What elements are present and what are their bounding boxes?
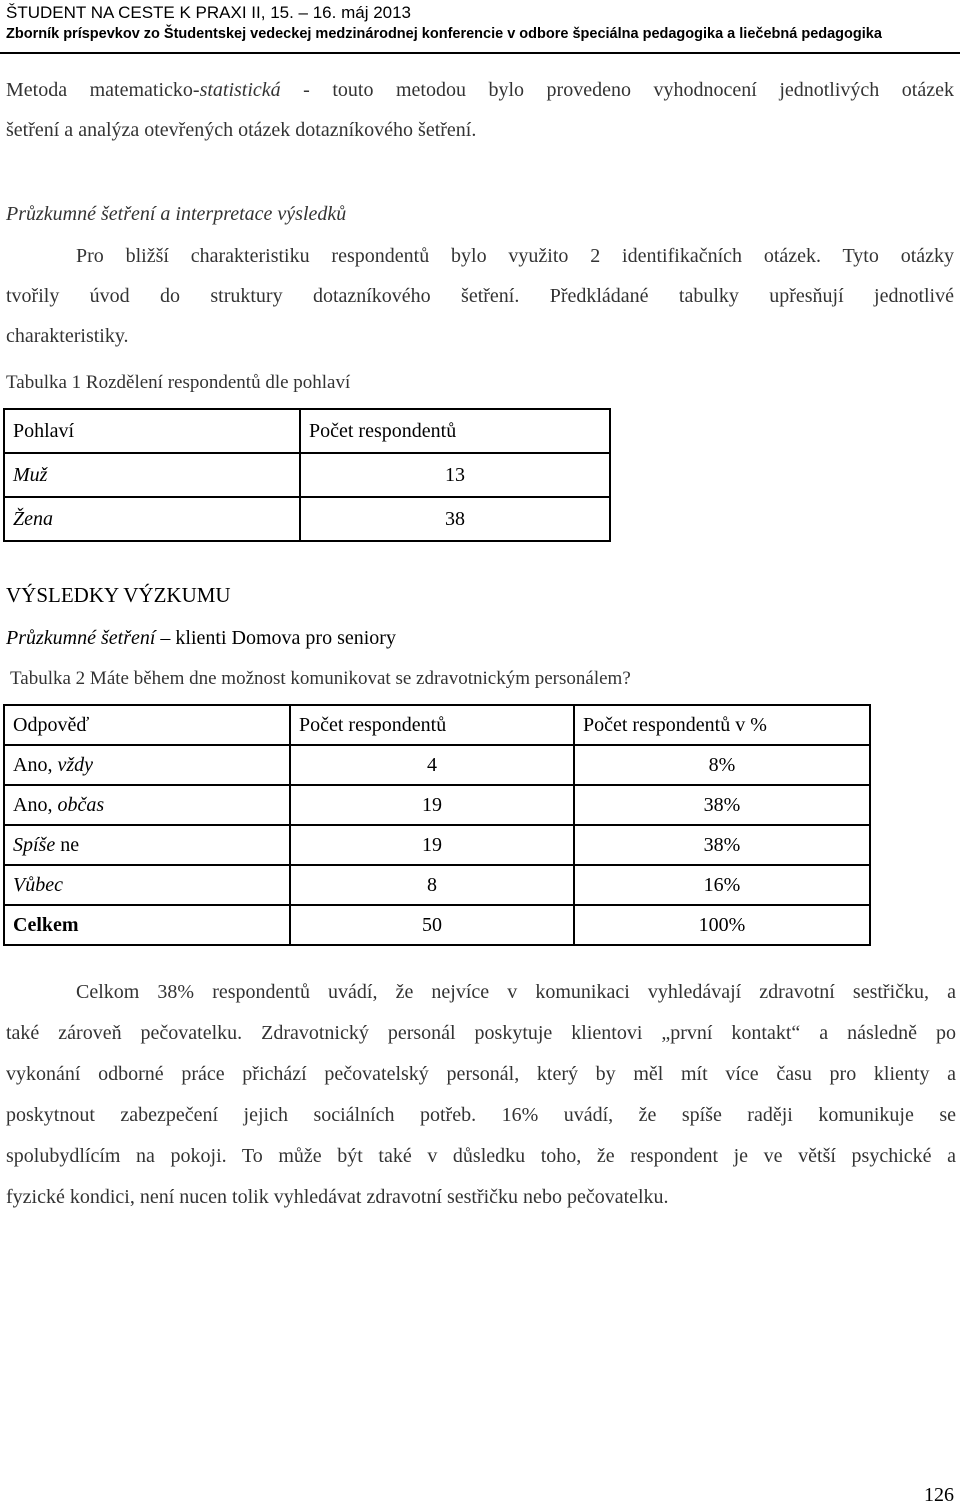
table1-caption: Tabulka 1 Rozdělení respondentů dle pohlaví xyxy=(6,372,351,393)
conclusion-line-3: vykonání odborné práce přichází pečovatelský personál, který by měl mít více času pro klienty a xyxy=(6,1063,956,1085)
survey-line-1: Pro bližší charakteristiku respondentů bylo využito 2 identifikačních otázek. Tyto otázky xyxy=(76,245,954,267)
table-header-cell: Počet respondentů xyxy=(300,409,610,453)
table-row xyxy=(4,865,870,905)
page-number: 126 xyxy=(924,1484,954,1506)
table-cell-answer: Vůbec xyxy=(4,865,290,905)
proceedings-subtitle: Zborník príspevkov zo Študentskej vedeckej medzinárodnej konferencie v odbore špeciálna pedagogika a liečebná pedagogika xyxy=(6,26,882,42)
methods-line-1-rest: - touto metodou bylo provedeno vyhodnocení jednotlivých otázek xyxy=(280,79,954,101)
table-cell-answer xyxy=(4,745,290,785)
table-cell-count: 8 xyxy=(290,865,574,905)
answer-part-italic: občas xyxy=(57,793,105,816)
table-cell-count: 19 xyxy=(290,825,574,865)
conference-header xyxy=(6,2,882,44)
table-row xyxy=(4,453,610,497)
table-header-row xyxy=(4,705,870,745)
table-header-row xyxy=(4,409,610,453)
table-cell-answer xyxy=(4,825,290,865)
table-cell-count: 13 xyxy=(300,453,610,497)
table-cell-percent: 38% xyxy=(574,785,870,825)
table-cell-percent: 8% xyxy=(574,745,870,785)
conference-title: ŠTUDENT NA CESTE K PRAXI II, 15. – 16. máj 2013 xyxy=(6,3,412,22)
communication-table xyxy=(3,704,871,946)
methods-term-italic: statistická xyxy=(199,79,281,101)
table-row xyxy=(4,745,870,785)
table-cell-label: Žena xyxy=(4,497,300,541)
table-header-cell: Počet respondentů xyxy=(290,705,574,745)
gender-table xyxy=(3,408,611,542)
table-cell-total-label: Celkem xyxy=(4,905,290,945)
conclusion-line-2: také zároveň pečovatelku. Zdravotnický personál poskytuje klientovi „první kontakt“ a následně po xyxy=(6,1022,956,1044)
conclusion-line-5: spolubydlícím na pokoji. To může být také v důsledku toho, že respondent je ve větší psychické a xyxy=(6,1145,956,1167)
table-total-row xyxy=(4,905,870,945)
table-cell-count: 4 xyxy=(290,745,574,785)
table-row xyxy=(4,825,870,865)
results-subheading-italic: Průzkumné šetření xyxy=(6,627,156,649)
survey-paragraph xyxy=(6,236,954,356)
table-row xyxy=(4,785,870,825)
conclusion-line-1: Celkom 38% respondentů uvádí, že nejvíce v komunikaci vyhledávají zdravotní sestřičku, a xyxy=(76,981,956,1003)
methods-term: Metoda matematicko- xyxy=(6,79,200,101)
table-cell-percent: 100% xyxy=(574,905,870,945)
results-heading: VÝSLEDKY VÝZKUMU xyxy=(6,583,231,607)
methods-line-1 xyxy=(6,70,954,110)
answer-part: ne xyxy=(55,833,80,856)
table-cell-percent: 38% xyxy=(574,825,870,865)
table-cell-label: Muž xyxy=(4,453,300,497)
table-header-cell: Počet respondentů v % xyxy=(574,705,870,745)
survey-line-3: charakteristiky. xyxy=(6,325,129,347)
answer-part-italic: vždy xyxy=(57,753,93,776)
results-subheading-rest: – klienti Domova pro seniory xyxy=(155,627,396,649)
conclusion-line-4: poskytnout zabezpečení jejich sociálních potřeb. 16% uvádí, že spíše raději komunikuje se xyxy=(6,1104,956,1126)
answer-part: Ano, xyxy=(13,753,58,776)
methods-paragraph xyxy=(6,70,954,150)
table-header-cell: Odpověď xyxy=(4,705,290,745)
results-subheading xyxy=(6,624,396,652)
table-cell-count: 19 xyxy=(290,785,574,825)
conclusion-paragraph xyxy=(6,972,956,1218)
answer-part-italic: Spíše xyxy=(13,833,56,856)
table-header-cell: Pohlaví xyxy=(4,409,300,453)
survey-heading: Průzkumné šetření a interpretace výsledků xyxy=(6,203,347,225)
answer-part: Ano, xyxy=(13,793,58,816)
table-row xyxy=(4,497,610,541)
conclusion-line-6: fyzické kondici, není nucen tolik vyhledávat zdravotní sestřičku nebo pečovatelku. xyxy=(6,1186,669,1208)
table-cell-answer xyxy=(4,785,290,825)
survey-line-2: tvořily úvod do struktury dotazníkového šetření. Předkládané tabulky upřesňují jednotlivé xyxy=(6,285,954,307)
methods-line-2: šetření a analýza otevřených otázek dotazníkového šetření. xyxy=(6,119,477,141)
header-rule xyxy=(0,52,960,54)
table-cell-percent: 16% xyxy=(574,865,870,905)
table-cell-count: 50 xyxy=(290,905,574,945)
table2-caption: Tabulka 2 Máte během dne možnost komunikovat se zdravotnickým personálem? xyxy=(10,668,631,689)
table-cell-count: 38 xyxy=(300,497,610,541)
